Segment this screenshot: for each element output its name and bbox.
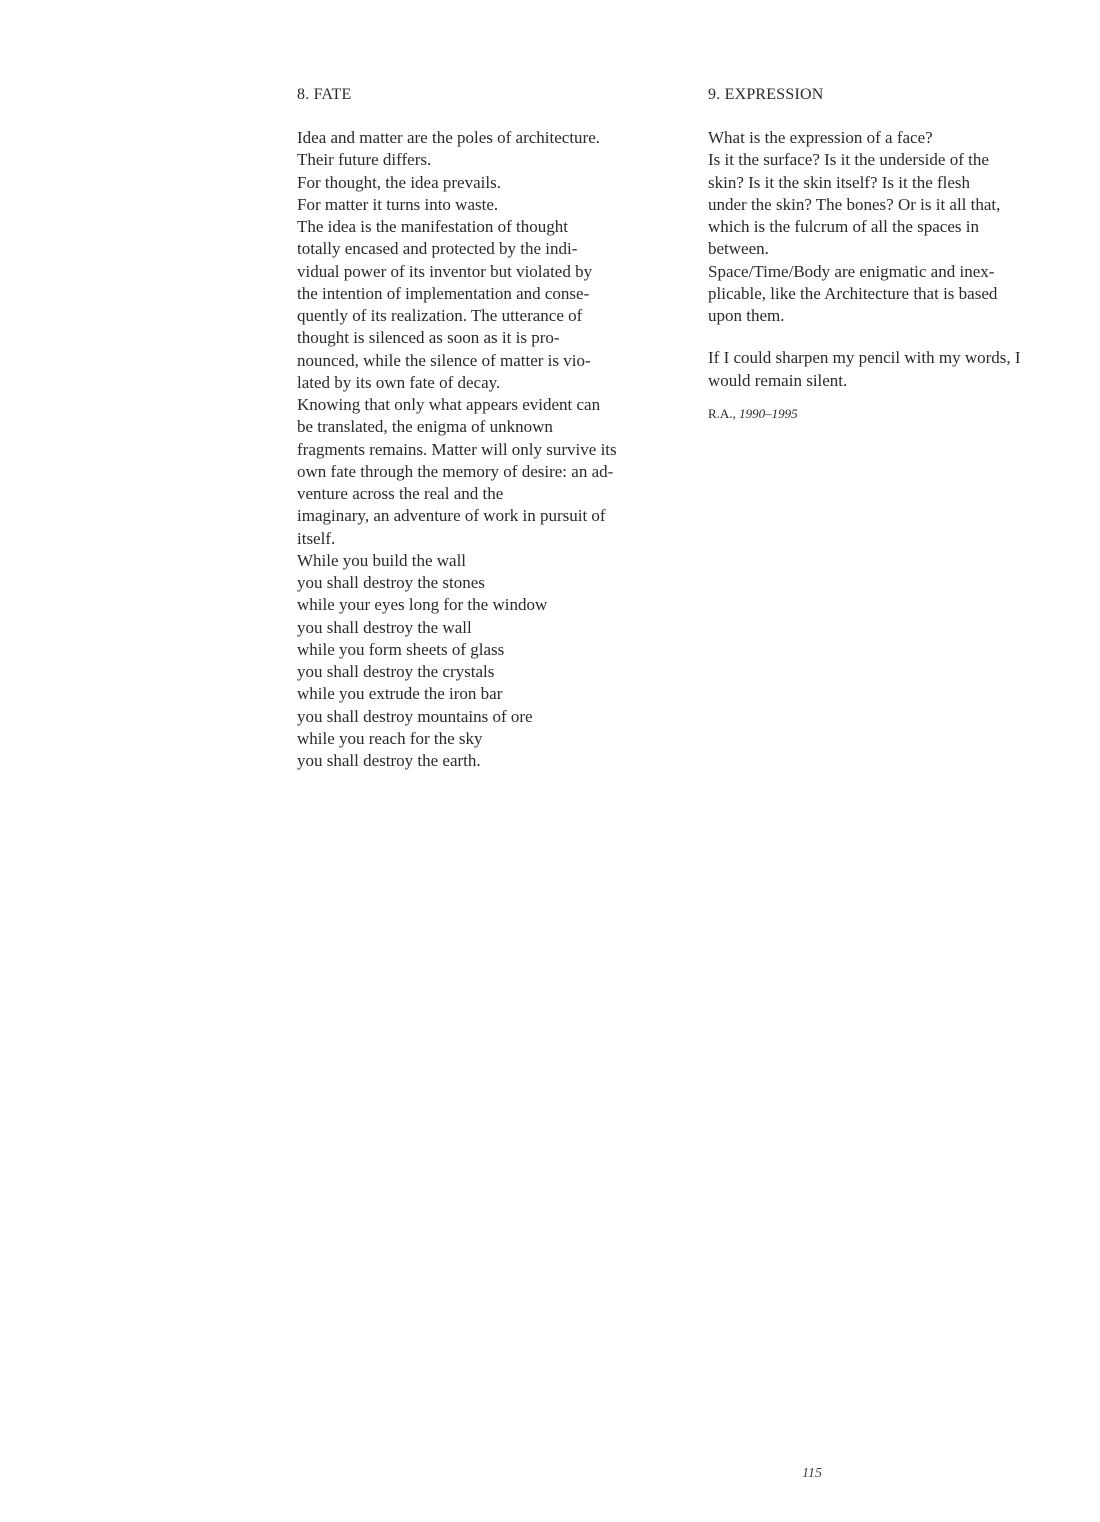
text-line: vidual power of its inventor but violated by [297,261,593,281]
text-line: Their future differs. [297,150,432,170]
text-line: skin? Is it the skin itself? Is it the flesh [708,172,971,192]
text-line: What is the expression of a face? [708,128,933,147]
text-line: would remain silent. [708,370,848,390]
text-line: which is the fulcrum of all the spaces in [708,217,979,236]
section-heading-expression: 9. EXPRESSION [708,86,824,103]
text-line: totally encased and protected by the indi- [297,239,578,259]
text-line: Space/Time/Body are enigmatic and inex- [708,261,995,281]
text-line: the intention of implementation and conse- [297,283,590,303]
text-line: For matter it turns into waste. [297,194,499,214]
poem-line: while your eyes long for the window [297,595,548,615]
poem-line: While you build the wall [297,550,467,570]
text-line: imaginary, an adventure of work in pursuit of [297,506,606,526]
poem-line: while you reach for the sky [297,728,483,748]
poem-line: you shall destroy mountains of ore [297,706,533,726]
text-line: Knowing that only what appears evident can [297,395,601,414]
section-expression [708,84,1093,423]
text-line: lated by its own fate of decay. [297,372,501,392]
text-line: under the skin? The bones? Or is it all that, [708,194,1001,214]
text-line: For thought, the idea prevails. [297,172,501,192]
text-line: fragments remains. Matter will only survive its [297,439,617,459]
text-line: The idea is the manifestation of thought [297,217,568,236]
text-line: own fate through the memory of desire: an ad- [297,461,614,481]
poem-line: you shall destroy the earth. [297,751,481,770]
author-signature [708,405,1093,423]
text-line: quently of its realization. The utterance of [297,306,583,325]
section-heading-fate: 8. FATE [297,86,352,103]
text-line: Idea and matter are the poles of architecture. [297,128,601,147]
text-line: venture across the real and the [297,484,504,503]
signature-years: 1990–1995 [739,405,798,421]
signature-initials: R.A., [708,405,736,421]
text-line: nounced, while the silence of matter is vio- [297,350,591,370]
page-number: 115 [802,1466,822,1481]
text-line: between. [708,239,769,259]
expression-paragraph-1 [708,127,1093,327]
poem-line: you shall destroy the wall [297,617,472,637]
fate-text [297,127,682,772]
poem-line: you shall destroy the crystals [297,662,495,681]
text-line: itself. [297,528,336,548]
text-line: upon them. [708,306,785,325]
poem-line: while you extrude the iron bar [297,684,503,704]
poem-line: you shall destroy the stones [297,573,485,592]
text-line: be translated, the enigma of unknown [297,417,553,437]
text-line: plicable, like the Architecture that is based [708,283,998,303]
poem-line: while you form sheets of glass [297,639,505,659]
expression-paragraph-2 [708,347,1093,392]
text-line: If I could sharpen my pencil with my words, I [708,348,1021,368]
text-line: Is it the surface? Is it the underside of the [708,150,989,170]
paragraph-gap [708,327,1093,347]
text-line: thought is silenced as soon as it is pro- [297,328,560,348]
section-fate [297,84,682,772]
